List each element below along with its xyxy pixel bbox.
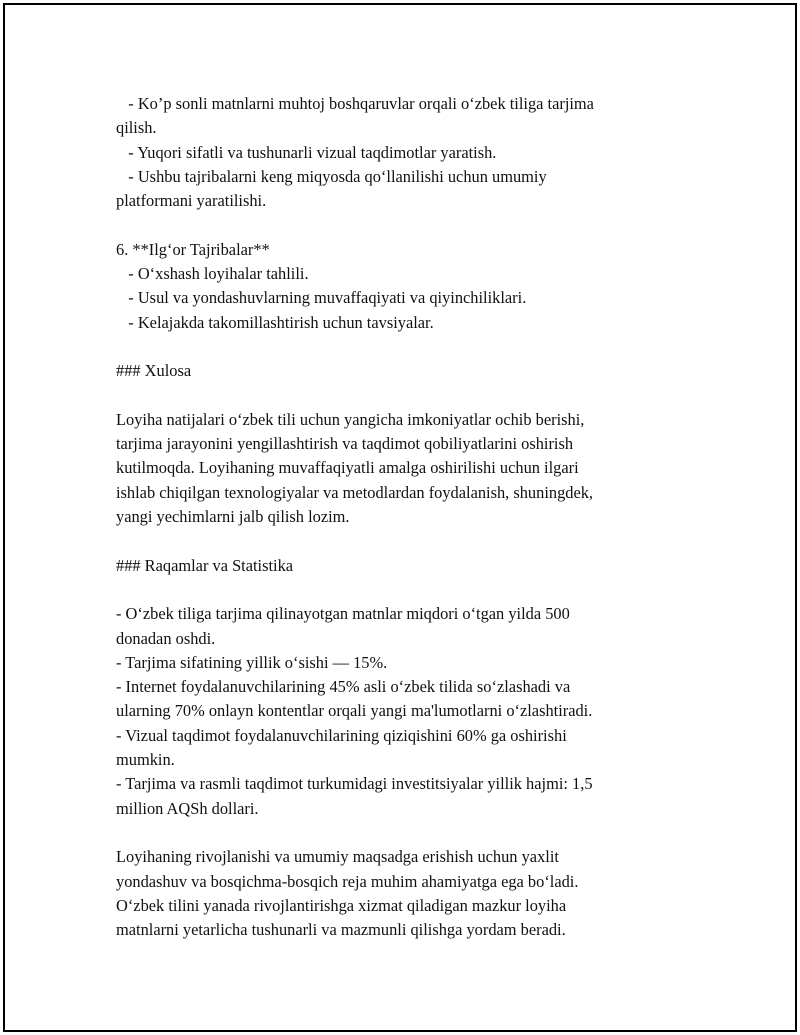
goals-list-continued bbox=[116, 92, 676, 213]
text-line: donadan oshdi. bbox=[116, 628, 216, 648]
statistics-section bbox=[116, 554, 676, 821]
text-line: - Ko’p sonli matnlarni muhtoj boshqaruvlar orqali o‘zbek tiliga tarjima bbox=[116, 94, 594, 113]
section-6-heading: 6. **Ilg‘or Tajribalar** bbox=[116, 239, 270, 259]
conclusion-section bbox=[116, 359, 676, 529]
text-line: - O‘zbek tiliga tarjima qilinayotgan matnlar miqdori o‘tgan yilda 500 bbox=[116, 604, 570, 624]
spacer bbox=[116, 529, 676, 553]
text-line: - Tarjima sifatining yillik o‘sishi — 15%. bbox=[116, 652, 388, 672]
text-line: yondashuv va bosqichma-bosqich reja muhim ahamiyatga ega bo‘ladi. bbox=[116, 871, 579, 891]
text-line: qilish. bbox=[116, 118, 157, 138]
conclusion-heading: ### Xulosa bbox=[116, 361, 192, 381]
text-line: tarjima jarayonini yengillashtirish va taqdimot qobiliyatlarini oshirish bbox=[116, 434, 574, 454]
closing-paragraph bbox=[116, 845, 676, 942]
section-6 bbox=[116, 238, 676, 335]
list-item: - Kelajakda takomillashtirish uchun tavsiyalar. bbox=[116, 312, 434, 332]
text-line: - Yuqori sifatli va tushunarli vizual taqdimotlar yaratish. bbox=[116, 142, 497, 162]
text-line: kutilmoqda. Loyihaning muvaffaqiyatli amalga oshirilishi uchun ilgari bbox=[116, 458, 579, 478]
text-line: - Internet foydalanuvchilarining 45% asli o‘zbek tilida so‘zlashadi va bbox=[116, 677, 571, 697]
text-line: ishlab chiqilgan texnologiyalar va metodlardan foydalanish, shuningdek, bbox=[116, 482, 594, 502]
spacer bbox=[116, 384, 676, 408]
text-line: - Tarjima va rasmli taqdimot turkumidagi investitsiyalar yillik hajmi: 1,5 bbox=[116, 774, 593, 794]
text-line: yangi yechimlarni jalb qilish lozim. bbox=[116, 507, 350, 527]
spacer bbox=[116, 821, 676, 845]
text-line: Loyihaning rivojlanishi va umumiy maqsadga erishish uchun yaxlit bbox=[116, 847, 559, 867]
spacer bbox=[116, 335, 676, 359]
text-line: - Vizual taqdimot foydalanuvchilarining qiziqishini 60% ga oshirishi bbox=[116, 725, 567, 745]
text-line: matnlarni yetarlicha tushunarli va mazmunli qilishga yordam beradi. bbox=[116, 920, 566, 940]
statistics-heading: ### Raqamlar va Statistika bbox=[116, 555, 294, 575]
text-line: mumkin. bbox=[116, 750, 175, 770]
list-item: - O‘xshash loyihalar tahlili. bbox=[116, 264, 309, 284]
text-line: Loyiha natijalari o‘zbek tili uchun yangicha imkoniyatlar ochib berishi, bbox=[116, 409, 585, 429]
text-line: ularning 70% onlayn kontentlar orqali yangi ma'lumotlarni o‘zlashtiradi. bbox=[116, 701, 593, 721]
text-line: - Ushbu tajribalarni keng miqyosda qo‘llanilishi uchun umumiy bbox=[116, 166, 547, 186]
text-line: O‘zbek tilini yanada rivojlantirishga xizmat qiladigan mazkur loyiha bbox=[116, 895, 567, 915]
spacer bbox=[116, 213, 676, 237]
list-item: - Usul va yondashuvlarning muvaffaqiyati va qiyinchiliklari. bbox=[116, 288, 527, 308]
document-body bbox=[116, 92, 676, 942]
text-line: million AQSh dollari. bbox=[116, 798, 259, 818]
text-line: platformani yaratilishi. bbox=[116, 191, 267, 211]
spacer bbox=[116, 578, 676, 602]
